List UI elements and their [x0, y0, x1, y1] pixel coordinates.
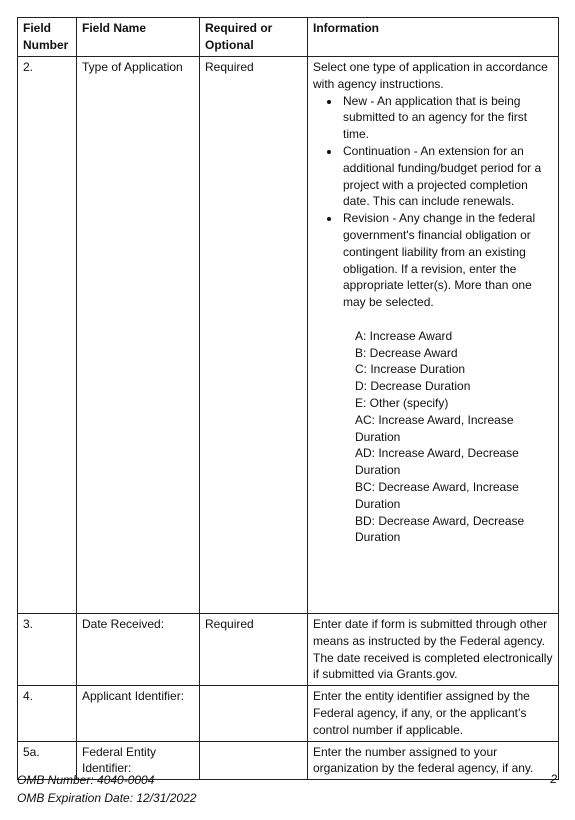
required-status: Required — [200, 57, 308, 614]
revision-letter-item: BC: Decrease Award, Increase Duration — [355, 479, 519, 511]
field-number: 4. — [18, 686, 77, 741]
revision-letter-item: AC: Increase Award, Increase Duration — [355, 412, 514, 444]
omb-expiration-date: OMB Expiration Date: 12/31/2022 — [17, 791, 197, 805]
revision-letters-list — [355, 328, 554, 546]
application-type-list — [313, 93, 554, 311]
revision-letter-item: E: Other (specify) — [355, 395, 449, 410]
omb-number: OMB Number: 4040-0004 — [17, 773, 155, 787]
list-item: • Revision - Any change in the federal government's financial obligation or contingent liability from an existing obligation. If a revision, enter the appropriate letter(s). More than one may be selected. — [341, 210, 554, 311]
information-cell: Enter the number assigned to your organization by the federal agency, if any. — [308, 741, 559, 780]
field-name: Type of Application — [77, 57, 200, 614]
required-status — [200, 686, 308, 741]
information-intro: Select one type of application in accordance with agency instructions. — [313, 60, 548, 91]
field-name: Federal Entity Identifier: — [77, 741, 200, 780]
information-cell — [308, 57, 559, 614]
table-row — [18, 686, 559, 741]
field-number: 3. — [18, 614, 77, 686]
field-name: Applicant Identifier: — [77, 686, 200, 741]
revision-letter-item: B: Decrease Award — [355, 345, 458, 360]
field-number: 2. — [18, 57, 77, 614]
revision-letter-item: A: Increase Award — [355, 328, 453, 343]
table-row — [18, 614, 559, 686]
field-number: 5a. — [18, 741, 77, 780]
header-field-number: Field Number — [18, 18, 77, 57]
page-number: 2 — [550, 772, 557, 786]
revision-letter-item: BD: Decrease Award, Decrease Duration — [355, 513, 525, 545]
field-instructions-table — [17, 17, 559, 780]
header-field-name: Field Name — [77, 18, 200, 57]
required-status — [200, 741, 308, 780]
required-status: Required — [200, 614, 308, 686]
header-required-or-optional: Required or Optional — [200, 18, 308, 57]
list-item: • Continuation - An extension for an additional funding/budget period for a project with a projected completion date. This can include renewals. — [341, 143, 554, 210]
information-cell: Enter the entity identifier assigned by the Federal agency, if any, or the applicant’s control number if applicable. — [308, 686, 559, 741]
table-header-row — [18, 18, 559, 57]
table-row — [18, 57, 559, 614]
list-item: • New - An application that is being submitted to an agency for the first time. — [341, 93, 554, 143]
revision-letter-item: AD: Increase Award, Decrease Duration — [355, 446, 519, 478]
revision-letter-item: C: Increase Duration — [355, 362, 466, 377]
revision-letter-item: D: Decrease Duration — [355, 379, 471, 394]
field-name: Date Received: — [77, 614, 200, 686]
header-information: Information — [308, 18, 559, 57]
information-cell: Enter date if form is submitted through other means as instructed by the Federal agency. The date received is completed electronically if submitted via Grants.gov. — [308, 614, 559, 686]
